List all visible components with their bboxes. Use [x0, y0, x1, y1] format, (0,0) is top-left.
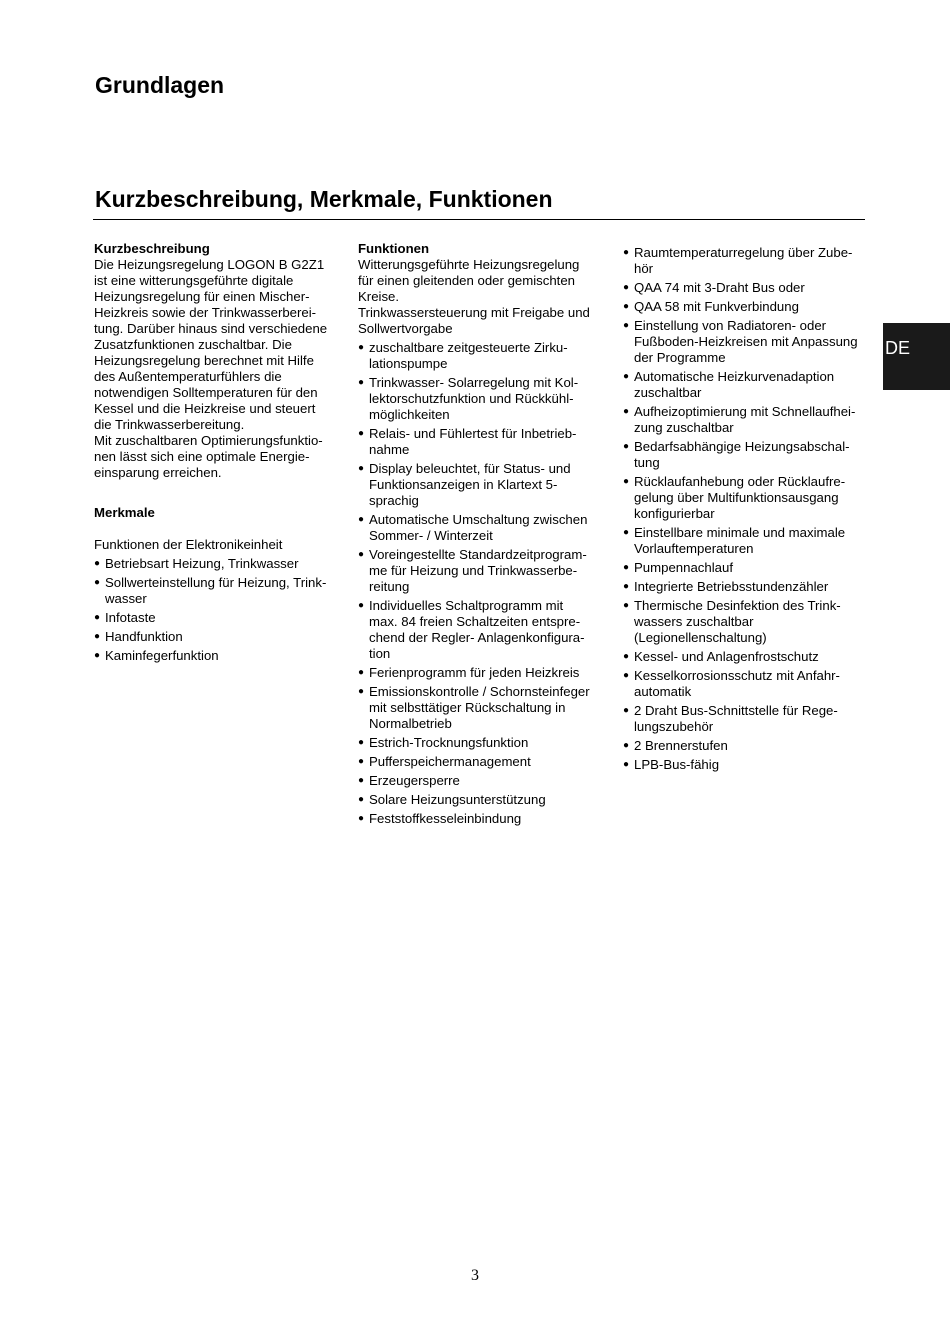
- text-line: Kessel und die Heizkreise und steuert: [94, 401, 316, 416]
- list-item: [623, 703, 868, 735]
- list-item-line: Solare Heizungsunterstützung: [369, 792, 546, 807]
- list-item-line: Trinkwasser- Solarregelung mit Kol-: [369, 375, 579, 390]
- list-item: [358, 665, 606, 681]
- list-item-line: Display beleuchtet, für Status- und: [369, 461, 571, 476]
- list-item-line: Pumpennachlauf: [634, 560, 733, 575]
- bullet-icon: ●: [623, 247, 630, 258]
- bullet-icon: ●: [623, 740, 630, 751]
- list-item-line: automatik: [634, 684, 692, 699]
- language-tab: DE: [883, 323, 950, 390]
- list-item: [623, 560, 868, 576]
- bullet-icon: ●: [623, 301, 630, 312]
- list-item: [358, 375, 606, 423]
- list-item: [358, 512, 606, 544]
- funktionen-list: [358, 340, 606, 827]
- list-item-line: tung: [634, 455, 660, 470]
- text-line: Mit zuschaltbaren Optimierungsfunktio-: [94, 433, 323, 448]
- list-item-line: Aufheizoptimierung mit Schnellaufhei-: [634, 404, 856, 419]
- bullet-icon: ●: [358, 737, 365, 748]
- funktionen-list-continued: [623, 245, 868, 773]
- bullet-icon: ●: [358, 342, 365, 353]
- text-line: Heizungsregelung berechnet mit Hilfe: [94, 353, 314, 368]
- list-item-line: Automatische Heizkurvenadaption: [634, 369, 835, 384]
- text-line: Heizkreis sowie der Trinkwasserberei-: [94, 305, 317, 320]
- list-item: [94, 575, 339, 607]
- merkmale-heading: Merkmale: [94, 505, 155, 520]
- list-item-line: lationspumpe: [369, 356, 448, 371]
- bullet-icon: ●: [94, 558, 101, 569]
- list-item-line: Sollwerteinstellung für Heizung, Trink-: [105, 575, 327, 590]
- list-item-line: Infotaste: [105, 610, 156, 625]
- kurzbeschreibung-text: [94, 257, 339, 481]
- list-item-line: LPB-Bus-fähig: [634, 757, 720, 772]
- list-item: [623, 474, 868, 522]
- list-item-line: zuschaltbar: [634, 385, 702, 400]
- bullet-icon: ●: [358, 794, 365, 805]
- list-item: [623, 299, 868, 315]
- list-item-line: Ferienprogramm für jeden Heizkreis: [369, 665, 580, 680]
- list-item-line: Voreingestellte Standardzeitprogram-: [369, 547, 587, 562]
- list-item-line: Rücklaufanhebung oder Rücklaufre-: [634, 474, 846, 489]
- list-item-line: Raumtemperaturregelung über Zube-: [634, 245, 853, 260]
- text-line: für einen gleitenden oder gemischten: [358, 273, 576, 288]
- bullet-icon: ●: [623, 600, 630, 611]
- list-item: [94, 610, 339, 626]
- bullet-icon: ●: [358, 463, 365, 474]
- list-item-line: wassers zuschaltbar: [634, 614, 754, 629]
- list-item: [623, 369, 868, 401]
- list-item: [623, 649, 868, 665]
- list-item-line: Einstellung von Radiatoren- oder: [634, 318, 827, 333]
- text-line: ist eine witterungsgeführte digitale: [94, 273, 294, 288]
- text-line: Trinkwassersteuerung mit Freigabe und: [358, 305, 590, 320]
- bullet-icon: ●: [94, 577, 101, 588]
- list-item-line: sprachig: [369, 493, 419, 508]
- list-item-line: Erzeugersperre: [369, 773, 460, 788]
- text-line: des Außentemperaturfühlers die: [94, 369, 282, 384]
- list-item: [623, 668, 868, 700]
- list-item-line: QAA 58 mit Funkverbindung: [634, 299, 799, 314]
- bullet-icon: ●: [623, 581, 630, 592]
- list-item: [358, 684, 606, 732]
- bullet-icon: ●: [358, 813, 365, 824]
- title-divider: [93, 219, 865, 220]
- bullet-icon: ●: [358, 756, 365, 767]
- list-item: [623, 245, 868, 277]
- list-item-line: reitung: [369, 579, 410, 594]
- list-item-line: Kesselkorrosionsschutz mit Anfahr-: [634, 668, 840, 683]
- list-item: [358, 426, 606, 458]
- list-item: [94, 556, 339, 572]
- list-item-line: zung zuschaltbar: [634, 420, 734, 435]
- list-item-line: Individuelles Schaltprogramm mit: [369, 598, 564, 613]
- list-item: [94, 648, 339, 664]
- list-item-line: Relais- und Fühlertest für Inbetrieb-: [369, 426, 577, 441]
- bullet-icon: ●: [358, 549, 365, 560]
- bullet-icon: ●: [623, 562, 630, 573]
- list-item-line: lektorschutzfunktion und Rückkühl-: [369, 391, 574, 406]
- list-item-line: Feststoffkesseleinbindung: [369, 811, 522, 826]
- list-item: [358, 773, 606, 789]
- bullet-icon: ●: [358, 667, 365, 678]
- bullet-icon: ●: [623, 441, 630, 452]
- bullet-icon: ●: [358, 775, 365, 786]
- page-title: Kurzbeschreibung, Merkmale, Funktionen: [95, 186, 553, 212]
- bullet-icon: ●: [623, 651, 630, 662]
- list-item-line: 2 Draht Bus-Schnittstelle für Rege-: [634, 703, 838, 718]
- text-line: Zusatzfunktionen zuschaltbar. Die: [94, 337, 292, 352]
- list-item-line: max. 84 freien Schaltzeiten entspre-: [369, 614, 581, 629]
- list-item: [358, 754, 606, 770]
- bullet-icon: ●: [623, 320, 630, 331]
- list-item-line: wasser: [105, 591, 147, 606]
- bullet-icon: ●: [623, 406, 630, 417]
- list-item-line: lungszubehör: [634, 719, 714, 734]
- list-item-line: mit selbsttätiger Rückschaltung in: [369, 700, 566, 715]
- list-item-line: Integrierte Betriebsstundenzähler: [634, 579, 829, 594]
- list-item-line: Sommer- / Winterzeit: [369, 528, 493, 543]
- text-line: Heizungsregelung für einen Mischer-: [94, 289, 310, 304]
- list-item-line: Pufferspeichermanagement: [369, 754, 531, 769]
- list-item-line: Einstellbare minimale und maximale: [634, 525, 846, 540]
- list-item-line: konfigurierbar: [634, 506, 715, 521]
- list-item: [623, 280, 868, 296]
- list-item: [94, 629, 339, 645]
- list-item: [623, 757, 868, 773]
- bullet-icon: ●: [623, 476, 630, 487]
- bullet-icon: ●: [623, 705, 630, 716]
- list-item-line: me für Heizung und Trinkwasserbe-: [369, 563, 578, 578]
- list-item: [358, 340, 606, 372]
- list-item-line: zuschaltbare zeitgesteuerte Zirku-: [369, 340, 568, 355]
- list-item: [623, 579, 868, 595]
- list-item-line: Fußboden-Heizkreisen mit Anpassung: [634, 334, 858, 349]
- list-item: [623, 439, 868, 471]
- bullet-icon: ●: [94, 631, 101, 642]
- bullet-icon: ●: [358, 600, 365, 611]
- list-item-line: der Programme: [634, 350, 726, 365]
- list-item: [623, 525, 868, 557]
- text-line: einsparung erreichen.: [94, 465, 222, 480]
- list-item-line: 2 Brennerstufen: [634, 738, 728, 753]
- list-item-line: nahme: [369, 442, 410, 457]
- list-item-line: Vorlauftemperaturen: [634, 541, 754, 556]
- list-item-line: Bedarfsabhängige Heizungsabschal-: [634, 439, 850, 454]
- list-item-line: gelung über Multifunktionsausgang: [634, 490, 839, 505]
- list-item-line: Kessel- und Anlagenfrostschutz: [634, 649, 819, 664]
- text-line: Die Heizungsregelung LOGON B G2Z1: [94, 257, 325, 272]
- bullet-icon: ●: [623, 759, 630, 770]
- page-number: 3: [471, 1267, 479, 1284]
- text-line: Kreise.: [358, 289, 400, 304]
- list-item-line: Thermische Desinfektion des Trink-: [634, 598, 841, 613]
- column-funktionen: [358, 241, 606, 830]
- bullet-icon: ●: [358, 428, 365, 439]
- list-item-line: Handfunktion: [105, 629, 183, 644]
- list-item-line: QAA 74 mit 3-Draht Bus oder: [634, 280, 805, 295]
- list-item-line: hör: [634, 261, 654, 276]
- list-item-line: Emissionskontrolle / Schornsteinfeger: [369, 684, 590, 699]
- column-funktionen-continued: [623, 245, 868, 776]
- list-item-line: möglichkeiten: [369, 407, 450, 422]
- text-line: Sollwertvorgabe: [358, 321, 453, 336]
- text-line: die Trinkwasserbereitung.: [94, 417, 245, 432]
- list-item: [623, 598, 868, 646]
- bullet-icon: ●: [623, 527, 630, 538]
- list-item-line: Kaminfegerfunktion: [105, 648, 219, 663]
- list-item-line: Estrich-Trocknungsfunktion: [369, 735, 529, 750]
- list-item: [623, 318, 868, 366]
- funktionen-heading: Funktionen: [358, 241, 430, 256]
- bullet-icon: ●: [623, 670, 630, 681]
- text-line: nen lässt sich eine optimale Energie-: [94, 449, 310, 464]
- bullet-icon: ●: [358, 377, 365, 388]
- list-item: [358, 598, 606, 662]
- section-title: Grundlagen: [95, 72, 225, 98]
- text-line: Witterungsgeführte Heizungsregelung: [358, 257, 580, 272]
- list-item-line: Normalbetrieb: [369, 716, 452, 731]
- bullet-icon: ●: [623, 371, 630, 382]
- column-kurzbeschreibung: [94, 241, 339, 667]
- bullet-icon: ●: [94, 650, 101, 661]
- list-item: [623, 404, 868, 436]
- list-item: [358, 461, 606, 509]
- text-line: notwendigen Solltemperaturen für den: [94, 385, 318, 400]
- list-item: [358, 547, 606, 595]
- list-item-line: tion: [369, 646, 391, 661]
- bullet-icon: ●: [623, 282, 630, 293]
- list-item-line: (Legionellenschaltung): [634, 630, 767, 645]
- list-item: [358, 811, 606, 827]
- list-item: [623, 738, 868, 754]
- bullet-icon: ●: [94, 612, 101, 623]
- text-line: tung. Darüber hinaus sind verschiedene: [94, 321, 328, 336]
- list-item: [358, 735, 606, 751]
- list-item-line: chend der Regler- Anlagenkonfigura-: [369, 630, 585, 645]
- merkmale-list: [94, 556, 339, 664]
- funktionen-intro: [358, 257, 606, 337]
- list-item: [358, 792, 606, 808]
- merkmale-intro: Funktionen der Elektronikeinheit: [94, 537, 283, 552]
- list-item-line: Betriebsart Heizung, Trinkwasser: [105, 556, 299, 571]
- list-item-line: Funktionsanzeigen in Klartext 5-: [369, 477, 558, 492]
- list-item-line: Automatische Umschaltung zwischen: [369, 512, 588, 527]
- bullet-icon: ●: [358, 686, 365, 697]
- bullet-icon: ●: [358, 514, 365, 525]
- kurzbeschreibung-heading: Kurzbeschreibung: [94, 241, 210, 256]
